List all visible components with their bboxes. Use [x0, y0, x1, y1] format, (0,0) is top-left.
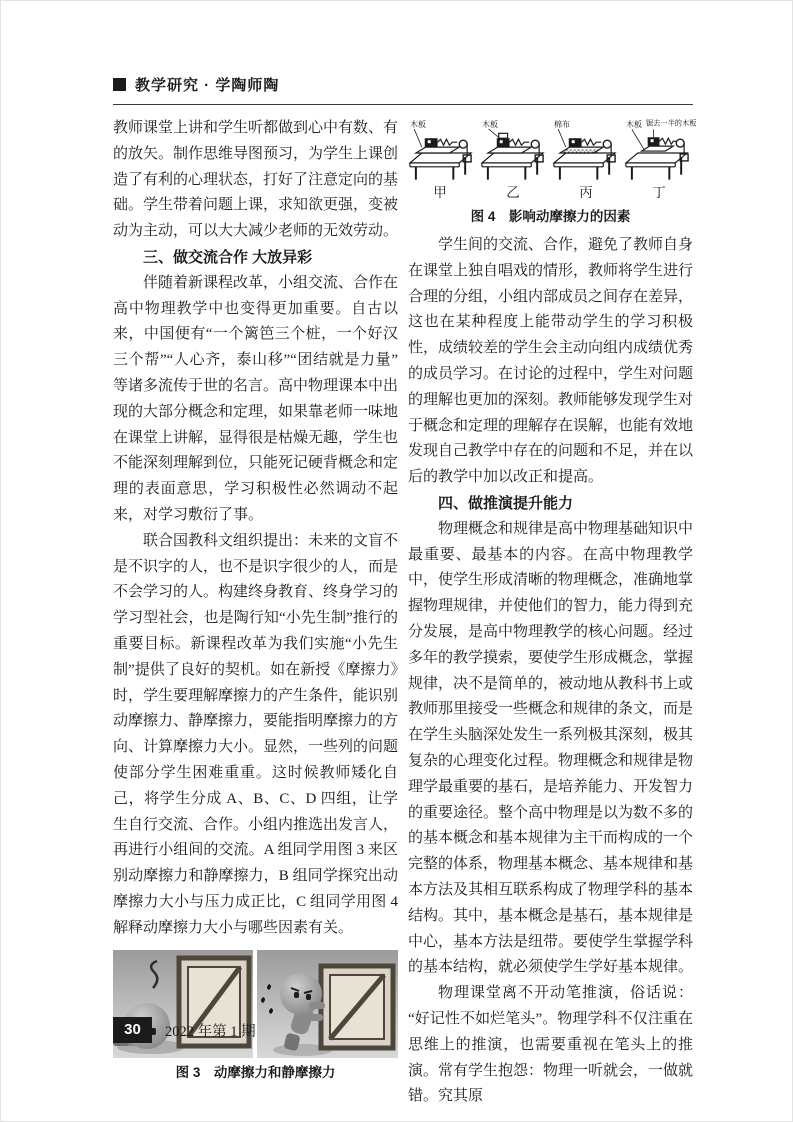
- friction-experiment-drawing: [624, 129, 693, 181]
- page-number-badge: 30: [113, 1017, 152, 1043]
- figure4-panel-bing: [552, 120, 621, 182]
- figure4-panel-jia: [408, 120, 477, 182]
- figure4: [408, 119, 697, 227]
- paragraph: 学生间的交流、合作，避免了教师自身在课堂上独自唱戏的情形，教师将学生进行合理的分组，小组内部成员之间存在差异，这也在某种程度上能带动学生的学习积极性，成绩较差的学生会主动向组内成绩优秀的成员学习。在讨论的过程中，学生对问题的理解也更加的深刻。教师能够发现学生对于概念和定理的理解存在误解，也能有效地发现自己教学中存在的问题和不足，并在以后的教学中加以改正和提高。: [408, 237, 694, 486]
- figure4-panel-ding: [624, 119, 697, 182]
- page-content: [113, 74, 697, 1110]
- friction-experiment-drawing: [480, 129, 549, 181]
- figure4-label: 木板: [410, 120, 426, 129]
- issue-label: 2022 年第 1 期: [165, 1023, 256, 1040]
- figure4-label: 木板: [626, 120, 642, 129]
- running-header: [113, 74, 693, 105]
- paragraph: 物理概念和规律是高中物理基础知识中最重要、最基本的内容。在高中物理教学中，使学生形成清晰的物理概念，准确地掌握物理规律，并使他们的智力，能力得到充分发展，是高中物理教学的核心问题。经过多年的教学摸索，要使学生形成概念，掌握规律，决不是简单的，被动地从教科书上或教师那里接受一些概念和规律的条文，而是在学生头脑深处发生一系列极其深刻，极其复杂的心理变化过程。物理概念和规律是物理学最重要的基石，是培养能力、开发智力的重要途径。整个高中物理是以为数不多的的基本概念和基本规律为主干而构成的一个完整的体系，物理基本概念、基本规律和基本方法及其相互联系构成了物理学科的基本结构。其中，基本概念是基石，基本规律是中心，基本方法是纽带。要使学生掌握学科的基本结构，就必须使学生学好基本规律。: [408, 520, 694, 976]
- panel-name: 丁: [652, 185, 666, 200]
- figure4-caption: 图 4 影响动摩擦力的因素: [470, 209, 631, 224]
- figure4-label: 木板: [482, 120, 498, 129]
- panel-name: 乙: [506, 185, 520, 200]
- figure3-caption: 图 3 动摩擦力和静摩擦力: [175, 1064, 336, 1080]
- two-column-body: [113, 116, 697, 1110]
- friction-experiment-drawing: [552, 129, 621, 181]
- section-heading-3: 三、做交流合作 大放异彩: [143, 248, 313, 266]
- left-column: [113, 116, 398, 1110]
- section-heading-4: 四、做推演提升能力: [438, 494, 574, 512]
- right-column: [408, 116, 697, 1110]
- panel-name: 甲: [433, 185, 447, 200]
- page-footer: [113, 1017, 256, 1043]
- figure4-panel-names: [408, 184, 693, 202]
- paragraph: 联合国教科文组织提出：未来的文盲不是不识字的人，也不是识字很少的人，而是不会学习的人。构建终身教育、终身学习的学习型社会，也是陶行知“小先生制”推行的重要目标。新课程改革为我们实施“小先生制”提供了良好的契机。如在新授《摩擦力》时，学生要理解摩擦力的产生条件，能识别动摩擦力、静摩擦力，要能指明摩擦力的方向、计算摩擦力大小。显然，一些列的问题使部分学生困难重重。这时候教师矮化自己，将学生分成 A、B、C、D 四组，让学生自行交流、合作。小组内推选出发言人，再进行小组间的交流。A 组同学用图 3 来区别动摩擦力和静摩擦力，B 组同学探究出动摩擦力大小与压力成正比，C 组同学用图 4 解释动摩擦力大小与哪些因素有关。: [113, 532, 399, 936]
- figure3: [113, 950, 398, 1083]
- paragraph: 教师课堂上讲和学生听都做到心中有数、有的放矢。制作思维导图预习，为学生上课创造了有利的心理状态，打好了注意定向的基础。学生带着问题上课，求知欲更强，变被动为主动，可以大大减少老师的无效劳动。: [113, 120, 399, 240]
- friction-experiment-drawing: [408, 129, 477, 181]
- figure4-label: 锯去一半的木板: [646, 119, 697, 128]
- figure4-panels: [408, 119, 697, 182]
- figure4-label: 棉布: [554, 120, 570, 129]
- header-square-icon: [113, 78, 126, 91]
- header-title: 教学研究 · 学陶师陶: [135, 77, 280, 94]
- figure4-panel-yi: [480, 120, 549, 182]
- panel-name: 丙: [579, 185, 593, 200]
- paragraph: 伴随着新课程改革，小组交流、合作在高中物理教学中也变得更加重要。自古以来，中国便有“一个篱笆三个桩，一个好汉三个帮”“人心齐，泰山移”“团结就是力量”等诸多流传于世的名言。高中物理课本中出现的大部分概念和定理，如果靠老师一味地在课堂上讲解，显得很是枯燥无趣，学生也不能深刻理解到位，只能死记硬背概念和定理的表面意思，学习积极性必然调动不起来，对学习敷衍了事。: [113, 274, 399, 523]
- paragraph: 物理课堂离不开动笔推演，俗话说：“好记性不如烂笔头”。物理学科不仅注重在思维上的推演，也需要重视在笔头上的推演。常有学生抱怨：物理一听就会，一做就错。究其原: [408, 985, 694, 1105]
